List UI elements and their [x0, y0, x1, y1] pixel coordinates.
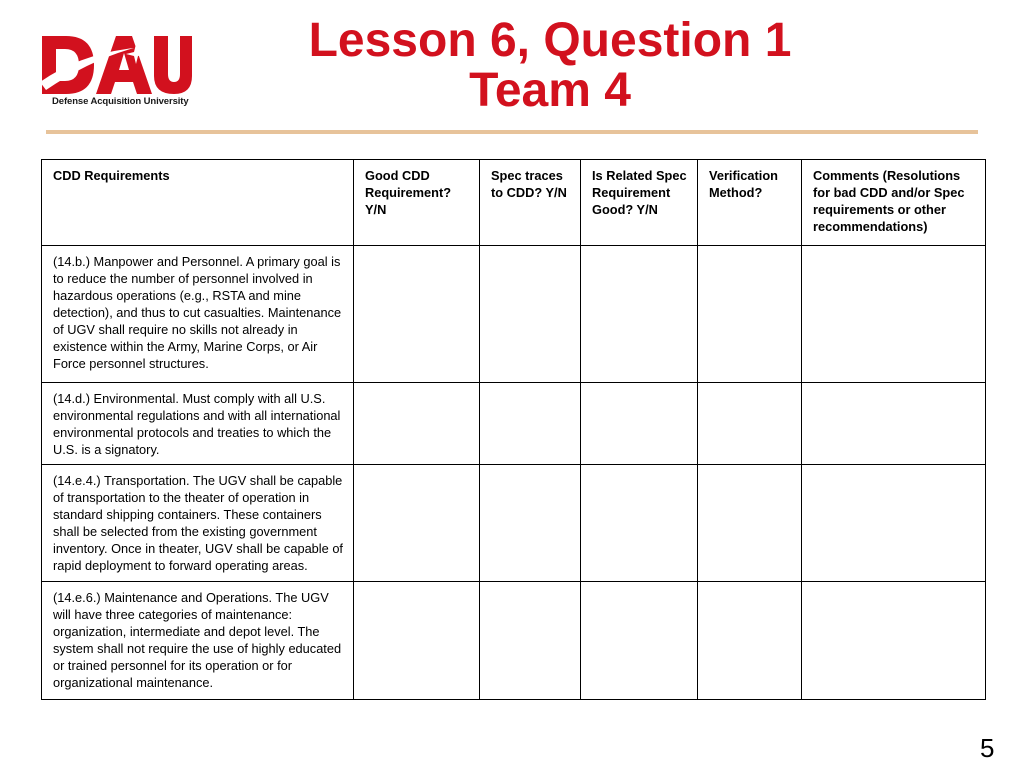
spec-traces-cell[interactable]: [480, 383, 581, 465]
related-spec-good-cell[interactable]: [581, 465, 698, 582]
comments-cell[interactable]: [802, 582, 986, 700]
table-row: [42, 582, 986, 700]
table-row: [42, 246, 986, 383]
spec-traces-cell[interactable]: [480, 465, 581, 582]
header-good-cdd: Good CDD Requirement? Y/N: [354, 160, 480, 246]
related-spec-good-cell[interactable]: [581, 383, 698, 465]
good-cdd-cell[interactable]: [354, 582, 480, 700]
slide-title: [230, 16, 870, 116]
header-related-spec-good: Is Related Spec Requirement Good? Y/N: [581, 160, 698, 246]
requirement-cell: (14.b.) Manpower and Personnel. A primary goal is to reduce the number of personnel involved in hazardous operations (e.g., RSTA and mine detection), and thus to cut casualties. Maintenance of UGV shall require no skills not already in existence within the Army, Marine Corps, or Air Force personnel structures.: [42, 246, 354, 383]
slide-title-line-2: Team 4: [469, 64, 631, 117]
requirement-cell: (14.e.4.) Transportation. The UGV shall be capable of transportation to the theater of operation in standard shipping containers. These containers shall be selected from the existing government inventory. Once in theater, UGV shall be capable of rapid deployment to forward operating areas.: [42, 465, 354, 582]
header-verification-method: Verification Method?: [698, 160, 802, 246]
table-row: [42, 465, 986, 582]
requirement-cell: (14.d.) Environmental. Must comply with all U.S. environmental regulations and with all international environmental protocols and treaties to which the U.S. is a signatory.: [42, 383, 354, 465]
comments-cell[interactable]: [802, 246, 986, 383]
related-spec-good-cell[interactable]: [581, 582, 698, 700]
good-cdd-cell[interactable]: [354, 246, 480, 383]
table-header-row: [42, 160, 986, 246]
logo-letter-a: [96, 36, 152, 94]
verification-cell[interactable]: [698, 246, 802, 383]
comments-cell[interactable]: [802, 383, 986, 465]
good-cdd-cell[interactable]: [354, 383, 480, 465]
dau-logo: [40, 34, 192, 114]
table-row: [42, 383, 986, 465]
header-comments: Comments (Resolutions for bad CDD and/or Spec requirements or other recommendations): [802, 160, 986, 246]
logo-subtitle: Defense Acquisition University: [52, 96, 189, 107]
requirement-cell: (14.e.6.) Maintenance and Operations. The UGV will have three categories of maintenance: organization, intermediate and depot level. The system shall not require the use of highly educated or trained personnel for its operation or for organizational maintenance.: [42, 582, 354, 700]
spec-traces-cell[interactable]: [480, 246, 581, 383]
title-divider: [46, 130, 978, 134]
verification-cell[interactable]: [698, 383, 802, 465]
requirements-table: [41, 159, 986, 700]
verification-cell[interactable]: [698, 465, 802, 582]
logo-letter-u: [154, 36, 192, 94]
verification-cell[interactable]: [698, 582, 802, 700]
page-number: 5: [980, 733, 995, 763]
related-spec-good-cell[interactable]: [581, 246, 698, 383]
slide-title-line-1: Lesson 6, Question 1: [308, 14, 792, 67]
comments-cell[interactable]: [802, 465, 986, 582]
header-spec-traces: Spec traces to CDD? Y/N: [480, 160, 581, 246]
header-cdd-requirements: CDD Requirements: [42, 160, 354, 246]
good-cdd-cell[interactable]: [354, 465, 480, 582]
spec-traces-cell[interactable]: [480, 582, 581, 700]
dau-logo-mark: [40, 34, 192, 96]
